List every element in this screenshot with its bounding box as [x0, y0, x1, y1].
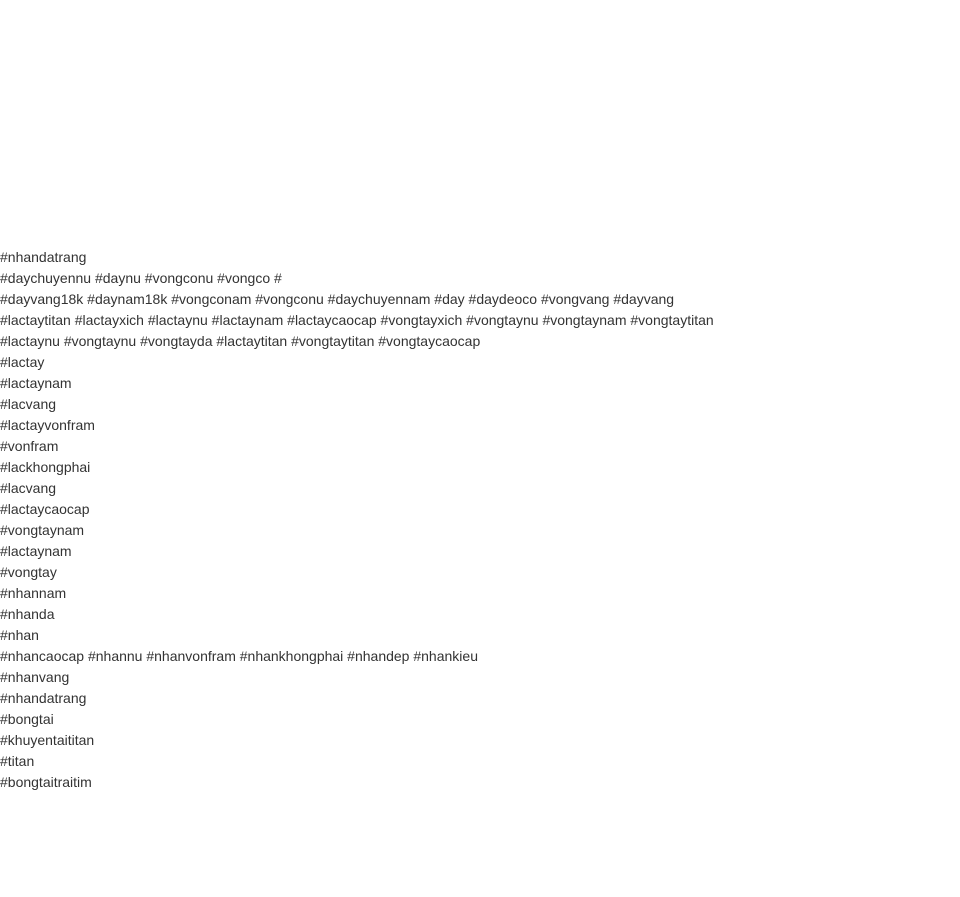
hashtag-line: #nhandatrang — [0, 690, 87, 706]
hashtag-line: #lactay — [0, 354, 45, 370]
hashtag-line: #vongtay — [0, 564, 57, 580]
hashtag-line: #lactaynu #vongtaynu #vongtayda #lactaytitan #vongtaytitan #vongtaycaocap — [0, 333, 481, 349]
hashtag-line: #khuyentaititan — [0, 732, 95, 748]
hashtag-line: #lacvang — [0, 396, 57, 412]
hashtag-line: #nhan — [0, 627, 39, 643]
hashtag-line: #vonfram — [0, 438, 59, 454]
hashtag-line: #dayvang18k #daynam18k #vongconam #vongconu #daychuyennam #day #daydeoco #vongvang #dayvang — [0, 291, 675, 307]
hashtag-line: #lacvang — [0, 480, 57, 496]
hashtag-line: #bongtai — [0, 711, 54, 727]
hashtag-line: #bongtaitraitim — [0, 774, 92, 790]
hashtag-line: #lactaytitan #lactayxich #lactaynu #lactaynam #lactaycaocap #vongtayxich #vongtaynu #vongtaynam #vongtaytitan — [0, 312, 714, 328]
hashtag-line: #nhancaocap #nhannu #nhanvonfram #nhankhongphai #nhandep #nhankieu — [0, 648, 478, 664]
hashtag-line: #lackhongphai — [0, 459, 91, 475]
hashtag-line: #daychuyennu #daynu #vongconu #vongco # — [0, 270, 282, 286]
hashtag-line: #lactaynam — [0, 543, 72, 559]
hashtag-line: #lactaycaocap — [0, 501, 90, 517]
hashtag-line: #vongtaynam — [0, 522, 85, 538]
hashtag-line: #nhanda — [0, 606, 55, 622]
hashtag-list — [0, 247, 960, 793]
hashtag-line: #nhannam — [0, 585, 67, 601]
hashtag-line: #titan — [0, 753, 35, 769]
hashtag-line: #lactaynam — [0, 375, 72, 391]
hashtag-line: #lactayvonfram — [0, 417, 95, 433]
hashtag-line: #nhandatrang — [0, 249, 87, 265]
hashtag-line: #nhanvang — [0, 669, 70, 685]
